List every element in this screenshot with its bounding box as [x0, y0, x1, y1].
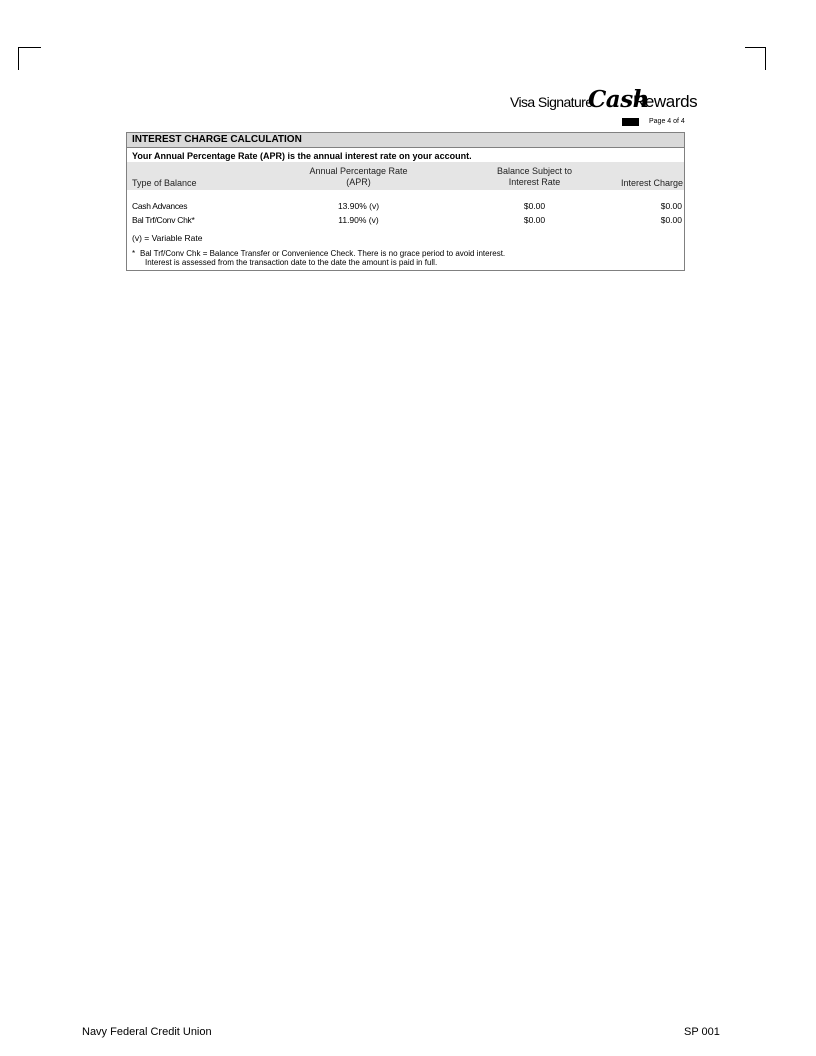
cell-interest: $0.00 — [660, 201, 682, 211]
footnote-line2: Interest is assessed from the transaction date to the date the amount is paid in full. — [145, 258, 438, 267]
crop-mark-top-right — [745, 47, 766, 70]
header-apr-line1: Annual Percentage Rate — [309, 166, 408, 176]
header-balance-subject — [467, 166, 602, 188]
header-type-of-balance: Type of Balance — [132, 178, 197, 188]
table-row — [127, 201, 684, 213]
footer-institution: Navy Federal Credit Union — [82, 1026, 212, 1038]
table-row — [127, 215, 684, 227]
header-apr — [287, 166, 430, 188]
cell-apr: 13.90% (v) — [337, 201, 380, 211]
header-apr-line2: (APR) — [346, 177, 371, 187]
footer-form-code: SP 001 — [684, 1026, 720, 1038]
page-number: Page 4 of 4 — [649, 118, 685, 125]
header-interest-charge: Interest Charge — [620, 178, 683, 188]
header-balance-line1: Balance Subject to — [496, 166, 573, 176]
cell-apr: 11.90% (v) — [338, 215, 379, 225]
cell-type: Cash Advances — [132, 201, 188, 211]
brand-suffix: Rewards — [633, 92, 698, 111]
cell-interest: $0.00 — [660, 215, 682, 225]
brand-prefix: Visa Signature — [510, 94, 593, 110]
footnote-marker: * — [132, 249, 136, 258]
redaction-block — [622, 118, 639, 126]
crop-mark-top-left — [18, 47, 41, 70]
variable-rate-note: (v) = Variable Rate — [132, 233, 203, 243]
cell-balance: $0.00 — [523, 201, 546, 211]
table-subtitle: Your Annual Percentage Rate (APR) is the annual interest rate on your account. — [132, 151, 472, 161]
table-title: INTEREST CHARGE CALCULATION — [132, 134, 302, 145]
cell-balance: $0.00 — [523, 215, 546, 225]
brand-logo — [508, 86, 698, 113]
footnote-line1: Bal Trf/Conv Chk = Balance Transfer or Convenience Check. There is no grace period to avoid interest. — [140, 249, 506, 258]
table-title-bar — [127, 133, 684, 148]
brand-script: Cash — [588, 86, 649, 113]
cell-type: Bal Trf/Conv Chk* — [132, 215, 195, 225]
interest-charge-table — [126, 132, 685, 271]
header-balance-line2: Interest Rate — [508, 177, 561, 187]
column-header-row — [127, 162, 684, 190]
